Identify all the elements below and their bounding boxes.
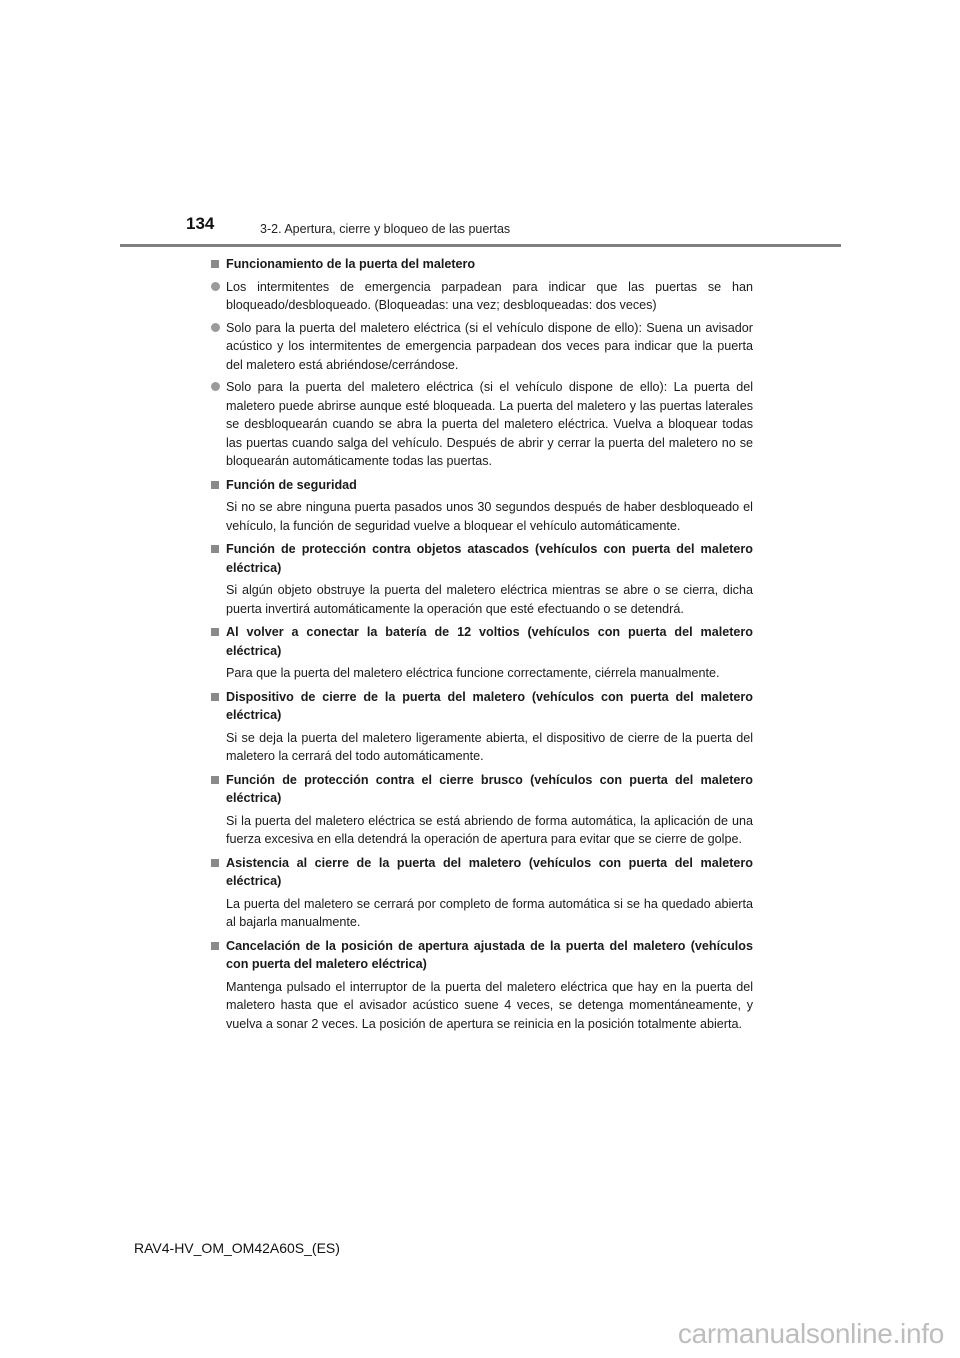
section-title: Función de protección contra objetos atascados (vehículos con puerta del maletero eléctrica) (226, 542, 753, 575)
section-title: Función de protección contra el cierre brusco (vehículos con puerta del maletero eléctrica) (226, 772, 753, 805)
section-title: Asistencia al cierre de la puerta del maletero (vehículos con puerta del maletero eléctrica) (226, 855, 753, 888)
section-heading (210, 476, 753, 495)
document-code: RAV4-HV_OM_OM42A60S_(ES) (134, 1240, 340, 1256)
section-title: Dispositivo de cierre de la puerta del maletero (vehículos con puerta del maletero eléctrica) (226, 689, 753, 722)
page-number: 134 (186, 214, 215, 233)
section-closer-device (210, 688, 753, 766)
section-body: Si se deja la puerta del maletero ligeramente abierta, el dispositivo de cierre de la puerta del maletero la cerrará del todo automáticamente. (226, 730, 753, 763)
square-bullet-icon (211, 481, 219, 489)
square-bullet-icon (211, 260, 219, 268)
section-heading (210, 623, 753, 660)
section-tailgate-operation (210, 255, 753, 471)
section-title: Función de seguridad (226, 477, 357, 492)
section-battery-reconnect (210, 623, 753, 683)
section-title: Cancelación de la posición de apertura ajustada de la puerta del maletero (vehículos con puerta del maletero eléctrica) (226, 938, 753, 971)
square-bullet-icon (211, 628, 219, 636)
running-header: 3-2. Apertura, cierre y bloqueo de las puertas (260, 222, 511, 236)
section-closing-assist (210, 854, 753, 932)
square-bullet-icon (211, 942, 219, 950)
section-slam-protection (210, 771, 753, 849)
section-heading (210, 854, 753, 891)
circle-bullet-icon (211, 323, 220, 332)
section-body: Mantenga pulsado el interruptor de la puerta del maletero eléctrica que hay en la puerta del maletero hasta que el avisador acústico suene 4 veces, se detenga momentáneamente, y vuelva a sonar 2 veces. La posición de apertura se reinicia en la posición totalmente abierta. (226, 979, 753, 1031)
section-heading (210, 688, 753, 725)
section-title: Funcionamiento de la puerta del maletero (226, 257, 476, 271)
section-open-position-cancel (210, 937, 753, 1034)
section-body: Si no se abre ninguna puerta pasados unos 30 segundos después de haber desbloqueado el vehículo, la función de seguridad vuelve a bloquear el vehículo automáticamente. (226, 500, 753, 533)
square-bullet-icon (211, 693, 219, 701)
list-item-text: Solo para la puerta del maletero eléctrica (si el vehículo dispone de ello): Suena un avisador acústico y los intermitentes de emergencia parpadean dos veces para indicar que la puerta del maletero está abriéndose/cerrándose. (226, 320, 753, 372)
section-heading (210, 937, 753, 974)
section-heading (210, 540, 753, 577)
list-item (210, 378, 753, 471)
header-rule (120, 244, 841, 247)
list-item (210, 278, 753, 315)
watermark: carmanualsonline.info (677, 1318, 944, 1349)
list-item-text: Solo para la puerta del maletero eléctrica (si el vehículo dispone de ello): La puerta del maletero puede abrirse aunque esté bloqueada. La puerta del maletero y las puertas laterales se desbloquearán cuando se abra la puerta del maletero eléctrica. Vuelva a bloquear todas las puertas cuando salga del vehículo. Después de abrir y cerrar la puerta del maletero no se bloquearán automáticamente todas las puertas. (226, 380, 753, 468)
section-body: Si algún objeto obstruye la puerta del maletero eléctrica mientras se abre o se cierra, dicha puerta invertirá automáticamente la operación que esté efectuando o se detendrá. (226, 583, 753, 616)
section-heading (210, 771, 753, 808)
section-heading (210, 255, 753, 274)
section-body: Para que la puerta del maletero eléctrica funcione correctamente, ciérrela manualmente. (226, 666, 720, 680)
list-item-text: Los intermitentes de emergencia parpadean para indicar que las puertas se han bloqueado/desbloqueado. (Bloqueadas: una vez; desbloqueadas: dos veces) (226, 279, 753, 312)
section-jam-protection (210, 540, 753, 618)
section-title: Al volver a conectar la batería de 12 voltios (vehículos con puerta del maletero eléctrica) (226, 625, 753, 658)
square-bullet-icon (211, 776, 219, 784)
circle-bullet-icon (211, 382, 220, 391)
section-security-function (210, 476, 753, 536)
square-bullet-icon (211, 859, 219, 867)
circle-bullet-icon (211, 282, 220, 291)
section-body: Si la puerta del maletero eléctrica se está abriendo de forma automática, la aplicación de una fuerza excesiva en ella detendrá la operación de apertura para evitar que se cierre de golpe. (226, 813, 753, 846)
section-body: La puerta del maletero se cerrará por completo de forma automática si se ha quedado abierta al bajarla manualmente. (226, 896, 753, 929)
list-item (210, 319, 753, 375)
page-content (210, 255, 753, 1038)
square-bullet-icon (211, 545, 219, 553)
